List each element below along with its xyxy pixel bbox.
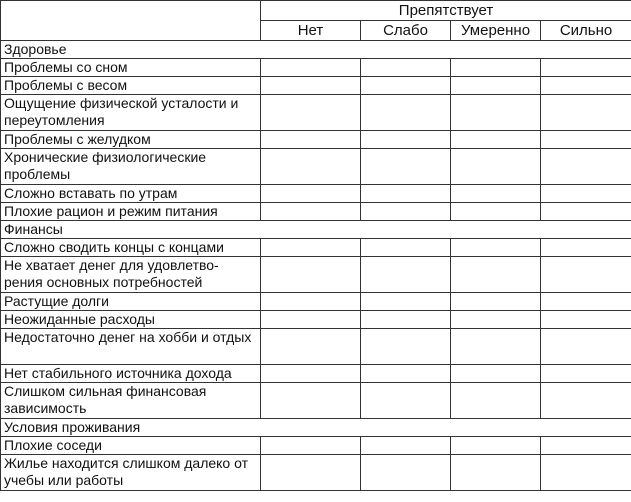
rating-cell-strong[interactable] [541,149,631,185]
table-row [1,383,631,419]
rating-cell-moderate[interactable] [451,365,541,383]
rating-cell-moderate[interactable] [451,437,541,455]
rating-cell-weak[interactable] [361,293,451,311]
rating-cell-moderate[interactable] [451,77,541,95]
rating-cell-none[interactable] [261,437,361,455]
row-label: Плохие соседи [1,437,261,455]
rating-cell-moderate[interactable] [451,311,541,329]
rating-cell-weak[interactable] [361,329,451,365]
table-row [1,131,631,149]
rating-cell-moderate[interactable] [451,293,541,311]
column-header-moderate: Умеренно [451,21,541,41]
corner-cell [1,1,261,41]
rating-cell-strong[interactable] [541,383,631,419]
table-row [1,149,631,185]
rating-cell-moderate[interactable] [451,131,541,149]
table-row [1,329,631,365]
rating-cell-weak[interactable] [361,59,451,77]
rating-cell-strong[interactable] [541,293,631,311]
rating-cell-none[interactable] [261,203,361,221]
rating-cell-strong[interactable] [541,131,631,149]
rating-cell-strong[interactable] [541,239,631,257]
rating-cell-moderate[interactable] [451,95,541,131]
row-label: Не хватает денег для удовлетво-рения основных потребностей [1,257,261,293]
row-label: Проблемы с весом [1,77,261,95]
table-row [1,59,631,77]
rating-cell-weak[interactable] [361,77,451,95]
rating-cell-weak[interactable] [361,149,451,185]
rating-cell-none[interactable] [261,77,361,95]
rating-cell-weak[interactable] [361,383,451,419]
rating-cell-none[interactable] [261,311,361,329]
rating-cell-moderate[interactable] [451,383,541,419]
column-header-weak: Слабо [361,21,451,41]
table-row [1,77,631,95]
rating-cell-strong[interactable] [541,311,631,329]
section-title: Финансы [1,221,631,239]
rating-cell-none[interactable] [261,131,361,149]
rating-cell-weak[interactable] [361,239,451,257]
rating-cell-moderate[interactable] [451,59,541,77]
table-row [1,239,631,257]
rating-cell-moderate[interactable] [451,149,541,185]
rating-cell-none[interactable] [261,455,361,491]
table-row [1,257,631,293]
rating-cell-none[interactable] [261,329,361,365]
rating-cell-none[interactable] [261,365,361,383]
section-title: Условия проживания [1,419,631,437]
group-header: Препятствует [261,1,631,21]
row-label: Плохие рацион и режим питания [1,203,261,221]
table-row [1,293,631,311]
rating-cell-none[interactable] [261,257,361,293]
rating-cell-weak[interactable] [361,257,451,293]
rating-cell-none[interactable] [261,59,361,77]
row-label: Растущие долги [1,293,261,311]
row-label: Недостаточно денег на хобби и отдых [1,329,261,365]
row-label: Сложно сводить концы с концами [1,239,261,257]
row-label: Неожиданные расходы [1,311,261,329]
section-row [1,419,631,437]
rating-cell-moderate[interactable] [451,185,541,203]
table-row [1,311,631,329]
rating-cell-strong[interactable] [541,455,631,491]
row-label: Нет стабильного источника дохода [1,365,261,383]
rating-cell-strong[interactable] [541,437,631,455]
row-label: Жилье находится слишком далеко от учебы или работы [1,455,261,491]
rating-cell-moderate[interactable] [451,203,541,221]
rating-cell-weak[interactable] [361,365,451,383]
rating-cell-none[interactable] [261,149,361,185]
rating-cell-strong[interactable] [541,77,631,95]
row-label: Проблемы с желудком [1,131,261,149]
rating-cell-moderate[interactable] [451,329,541,365]
column-header-none: Нет [261,21,361,41]
rating-cell-strong[interactable] [541,203,631,221]
rating-cell-moderate[interactable] [451,257,541,293]
rating-cell-none[interactable] [261,293,361,311]
rating-cell-weak[interactable] [361,131,451,149]
table-row [1,203,631,221]
table-row [1,95,631,131]
row-label: Сложно вставать по утрам [1,185,261,203]
rating-cell-weak[interactable] [361,311,451,329]
section-row [1,41,631,59]
rating-cell-strong[interactable] [541,95,631,131]
rating-cell-strong[interactable] [541,257,631,293]
rating-cell-none[interactable] [261,239,361,257]
row-label: Хронические физиологические проблемы [1,149,261,185]
rating-cell-moderate[interactable] [451,455,541,491]
rating-cell-weak[interactable] [361,185,451,203]
rating-cell-weak[interactable] [361,437,451,455]
column-header-strong: Сильно [541,21,631,41]
rating-cell-none[interactable] [261,95,361,131]
section-title: Здоровье [1,41,631,59]
rating-cell-weak[interactable] [361,203,451,221]
rating-cell-strong[interactable] [541,365,631,383]
section-row [1,221,631,239]
rating-cell-none[interactable] [261,185,361,203]
table-row [1,185,631,203]
table-row [1,365,631,383]
rating-cell-strong[interactable] [541,59,631,77]
rating-cell-weak[interactable] [361,95,451,131]
rating-cell-moderate[interactable] [451,239,541,257]
rating-cell-none[interactable] [261,383,361,419]
row-label: Проблемы со сном [1,59,261,77]
table-row [1,455,631,491]
row-label: Ощущение физической усталости и переутомления [1,95,261,131]
rating-cell-strong[interactable] [541,185,631,203]
table-row [1,437,631,455]
rating-cell-weak[interactable] [361,455,451,491]
row-label: Слишком сильная финансовая зависимость [1,383,261,419]
rating-cell-strong[interactable] [541,329,631,365]
